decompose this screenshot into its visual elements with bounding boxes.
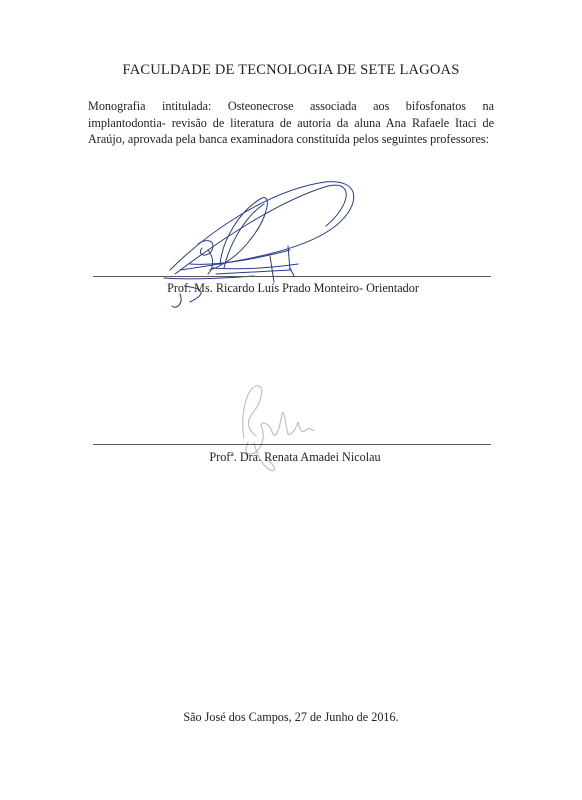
approval-paragraph: Monografia intitulada: Osteonecrose associada aos bifosfonatos na implantodontia- revisão de literatura de autoria da aluna Ana Rafaele Itaci de Araújo, aprovada pela banca examinadora constituída pelos seguintes professores:	[88, 99, 494, 146]
institution-title: FACULDADE DE TECNOLOGIA DE SETE LAGOAS	[122, 62, 460, 78]
signer-caption-2: Profª. Dra. Renata Amadei Nicolau	[209, 450, 381, 464]
signature-line-2	[93, 444, 491, 445]
signer-caption-1: Prof. Ms. Ricardo Luís Prado Monteiro- Orientador	[167, 281, 419, 295]
signature-line-1	[93, 276, 491, 277]
place-and-date: São José dos Campos, 27 de Junho de 2016.	[183, 710, 399, 724]
